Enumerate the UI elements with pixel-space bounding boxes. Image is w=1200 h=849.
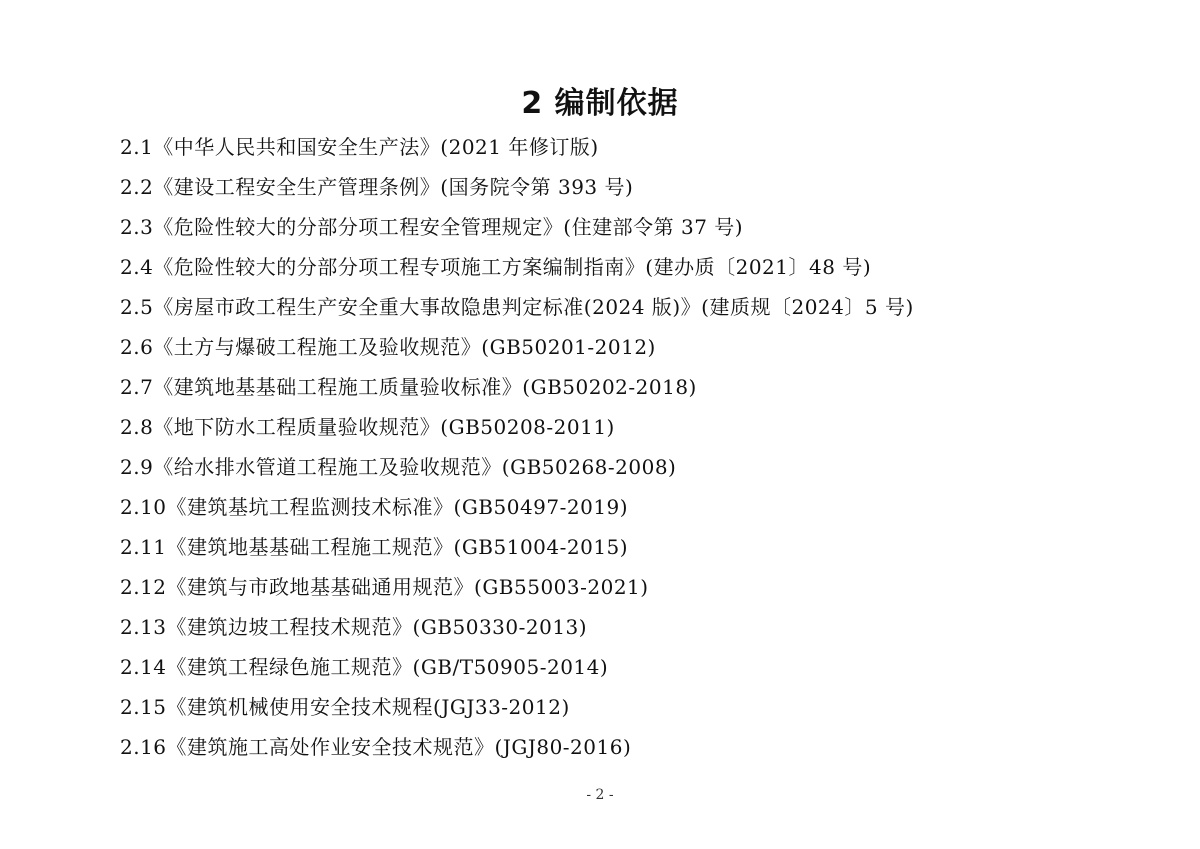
reference-item: 2.13《建筑边坡工程技术规范》(GB50330-2013): [120, 615, 588, 639]
reference-item: 2.16《建筑施工高处作业安全技术规范》(JGJ80-2016): [120, 735, 632, 759]
reference-item: 2.1《中华人民共和国安全生产法》(2021 年修订版): [120, 135, 599, 159]
reference-item: 2.4《危险性较大的分部分项工程专项施工方案编制指南》(建办质〔2021〕48 号): [120, 255, 872, 279]
reference-item: 2.2《建设工程安全生产管理条例》(国务院令第 393 号): [120, 175, 634, 199]
reference-item: 2.3《危险性较大的分部分项工程安全管理规定》(住建部令第 37 号): [120, 215, 744, 239]
section-title: 2 编制依据: [521, 86, 679, 122]
reference-item: 2.10《建筑基坑工程监测技术标准》(GB50497-2019): [120, 495, 629, 519]
reference-item: 2.5《房屋市政工程生产安全重大事故隐患判定标准(2024 版)》(建质规〔2024〕5 号): [120, 295, 914, 319]
reference-item: 2.15《建筑机械使用安全技术规程(JGJ33-2012): [120, 695, 570, 719]
reference-item: 2.9《给水排水管道工程施工及验收规范》(GB50268-2008): [120, 455, 677, 479]
reference-item: 2.8《地下防水工程质量验收规范》(GB50208-2011): [120, 415, 615, 439]
reference-item: 2.12《建筑与市政地基基础通用规范》(GB55003-2021): [120, 575, 649, 599]
reference-item: 2.6《土方与爆破工程施工及验收规范》(GB50201-2012): [120, 335, 656, 359]
reference-list: [120, 127, 1120, 767]
reference-item: 2.11《建筑地基基础工程施工规范》(GB51004-2015): [120, 535, 629, 559]
page-number: - 2 -: [586, 787, 614, 803]
reference-item: 2.7《建筑地基基础工程施工质量验收标准》(GB50202-2018): [120, 375, 697, 399]
reference-item: 2.14《建筑工程绿色施工规范》(GB/T50905-2014): [120, 655, 609, 679]
